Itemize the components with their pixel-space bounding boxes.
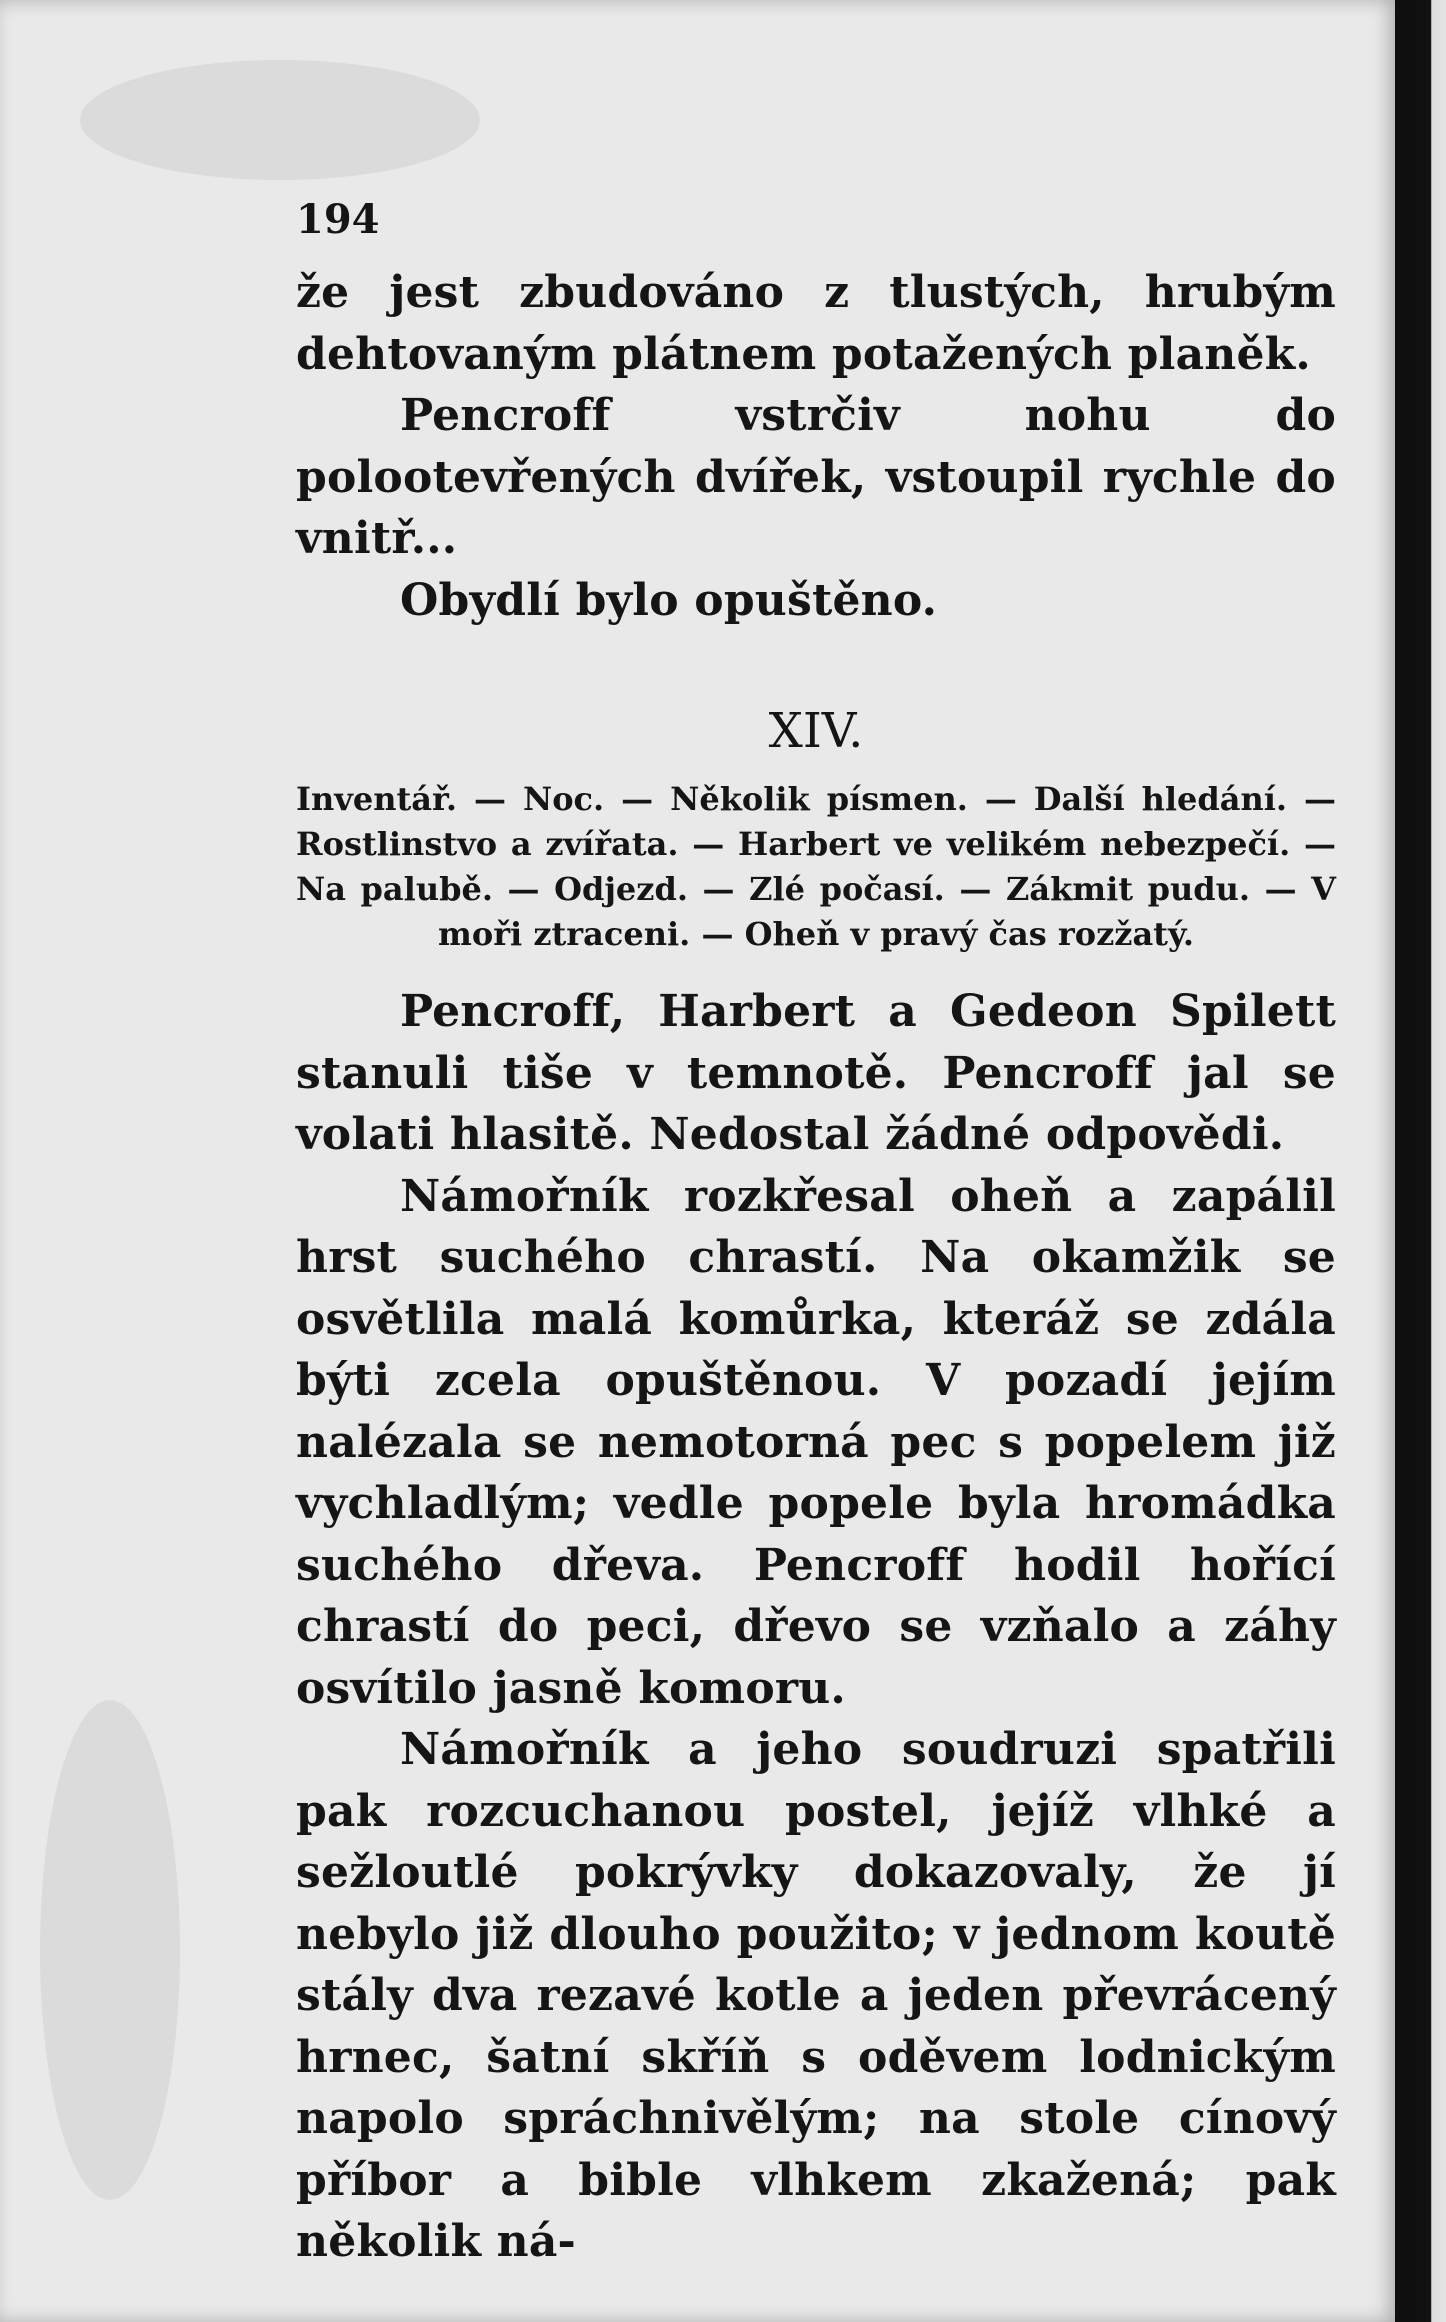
paragraph: Námořník rozkřesal oheň a zapálil hrst suchého chrastí. Na okamžik se osvětlila malá komůrka, kteráž se zdála býti zcela opuštěnou. V pozadí jejím nalézala se nemotorná pec s popelem již vychladlým; vedle popele byla hromádka suchého dřeva. Pencroff hodil hořící chrastí do peci, dřevo se vzňalo a záhy osvítilo jasně komoru. xyxy=(296,1170,1336,1714)
chapter-summary: Inventář. — Noc. — Několik písmen. — Další hledání. — Rostlinstvo a zvířata. — Harbert ve velikém nebezpečí. — Na palubě. — Odjezd. — Zlé počasí. — Zákmit pudu. — V moři ztraceni. — Oheň v pravý čas rozžatý. xyxy=(296,780,1336,953)
paragraph: Pencroff, Harbert a Gedeon Spilett stanuli tiše v temnotě. Pencroff jal se volati hlasitě. Nedostal žádné odpovědi. xyxy=(296,986,1336,1160)
scan-edge xyxy=(1395,0,1446,2322)
paragraph: Pencroff vstrčiv nohu do polootevřených dvířek, vstoupil rychle do vnitř... xyxy=(296,390,1336,564)
chapter-number: XIV. xyxy=(768,703,864,759)
text-block xyxy=(296,190,1336,2273)
paragraph: Obydlí bylo opuštěno. xyxy=(400,574,938,626)
paragraph: že jest zbudováno z tlustých, hrubým dehtovaným plátnem potažených planěk. xyxy=(296,267,1336,380)
page-stain xyxy=(40,1700,180,2200)
paragraph: Námořník a jeho soudruzi spatřili pak rozcuchanou postel, jejíž vlhké a sežloutlé pokrývky dokazovaly, že jí nebylo již dlouho použito; v jednom koutě stály dva rezavé kotle a jeden převrácený hrnec, šatní skříň s oděvem lodnickým napolo spráchnivělým; na stole cínový příbor a bible vlhkem zkažená; pak několik ná- xyxy=(296,1724,1336,2267)
page-number: 194 xyxy=(296,196,380,243)
page-stain xyxy=(80,60,480,180)
